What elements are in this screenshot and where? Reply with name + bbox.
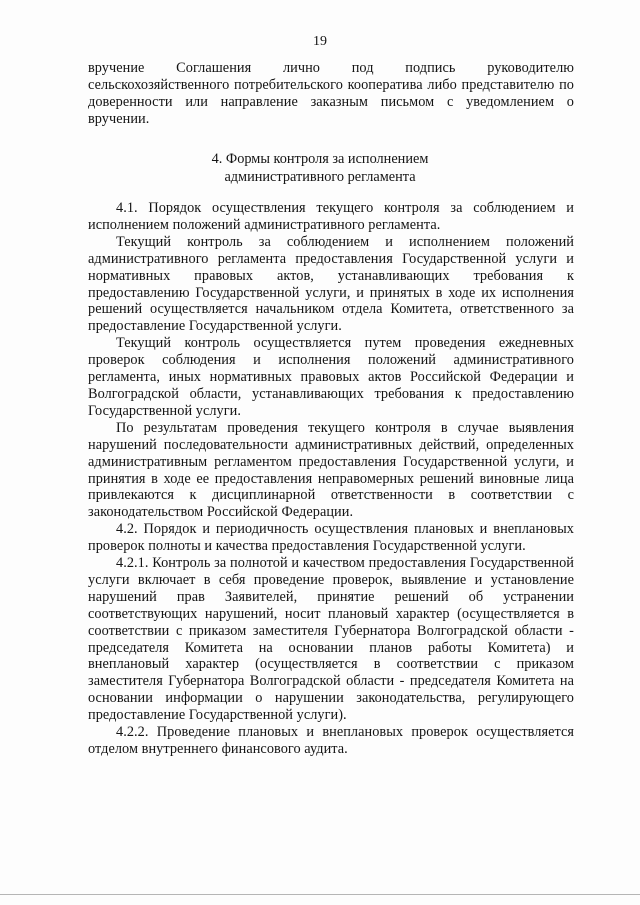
paragraph-4-1: 4.1. Порядок осуществления текущего контроля за соблюдением и исполнением положений административного регламента. bbox=[88, 200, 574, 233]
paragraph-4-2-2: 4.2.2. Проведение плановых и внеплановых проверок осуществляется отделом внутреннего финансового аудита. bbox=[88, 724, 574, 757]
intro-block bbox=[88, 60, 574, 128]
section-heading-line-2: административного регламента bbox=[224, 169, 416, 185]
section-heading-line-1: 4. Формы контроля за исполнением bbox=[211, 151, 429, 167]
paragraph-4-2: 4.2. Порядок и периодичность осуществления плановых и внеплановых проверок полноты и качества предоставления Государственной услуги. bbox=[88, 521, 574, 555]
section-body bbox=[88, 200, 574, 758]
page-bottom-edge bbox=[0, 894, 640, 895]
paragraph-current-control: Текущий контроль за соблюдением и исполнением положений административного регламента предоставления Государственной услуги и нормативных правовых актов, устанавливающих требования к предоставлению Государственной услуги, и принятых в ходе их исполнения решений осуществляется начальником отдела Комитета, ответственного за предоставление Государственной услуги. bbox=[88, 233, 574, 335]
intro-paragraph: вручение Соглашения лично под подпись руководителю сельскохозяйственного потребительского кооператива либо представителю по доверенности или направление заказным письмом с уведомлением о вручении. bbox=[88, 60, 574, 127]
page-number: 19 bbox=[313, 34, 327, 49]
section-heading bbox=[0, 150, 640, 186]
paragraph-results: По результатам проведения текущего контроля в случае выявления нарушений последовательности административных действий, определенных административным регламентом предоставления Государственной услуги, и принятия в ходе ее предоставления неправомерных решений виновные лица привлекаются к дисциплинарной ответственности в соответствии с законодательством Российской Федерации. bbox=[88, 419, 574, 521]
paragraph-daily-checks: Текущий контроль осуществляется путем проведения ежедневных проверок соблюдения и исполнения положений административного регламента, иных нормативных правовых актов Российской Федерации и Волгоградской области, устанавливающих требования к предоставлению Государственной услуги. bbox=[88, 335, 574, 419]
paragraph-4-2-1: 4.2.1. Контроль за полнотой и качеством предоставления Государственной услуги включает в себя проведение проверок, выявление и установление нарушений прав Заявителей, принятие решений об устранении соответствующих нарушений, носит плановый характер (осуществляется в соответствии с приказом заместителя Губернатора Волгоградской области - председателя Комитета на основании планов работы Комитета) и внеплановый характер (осуществляется в соответствии с приказом заместителя Губернатора Волгоградской области - председателя Комитета на основании информации о нарушении законодательства, регулирующего предоставление Государственной услуги). bbox=[88, 555, 574, 724]
